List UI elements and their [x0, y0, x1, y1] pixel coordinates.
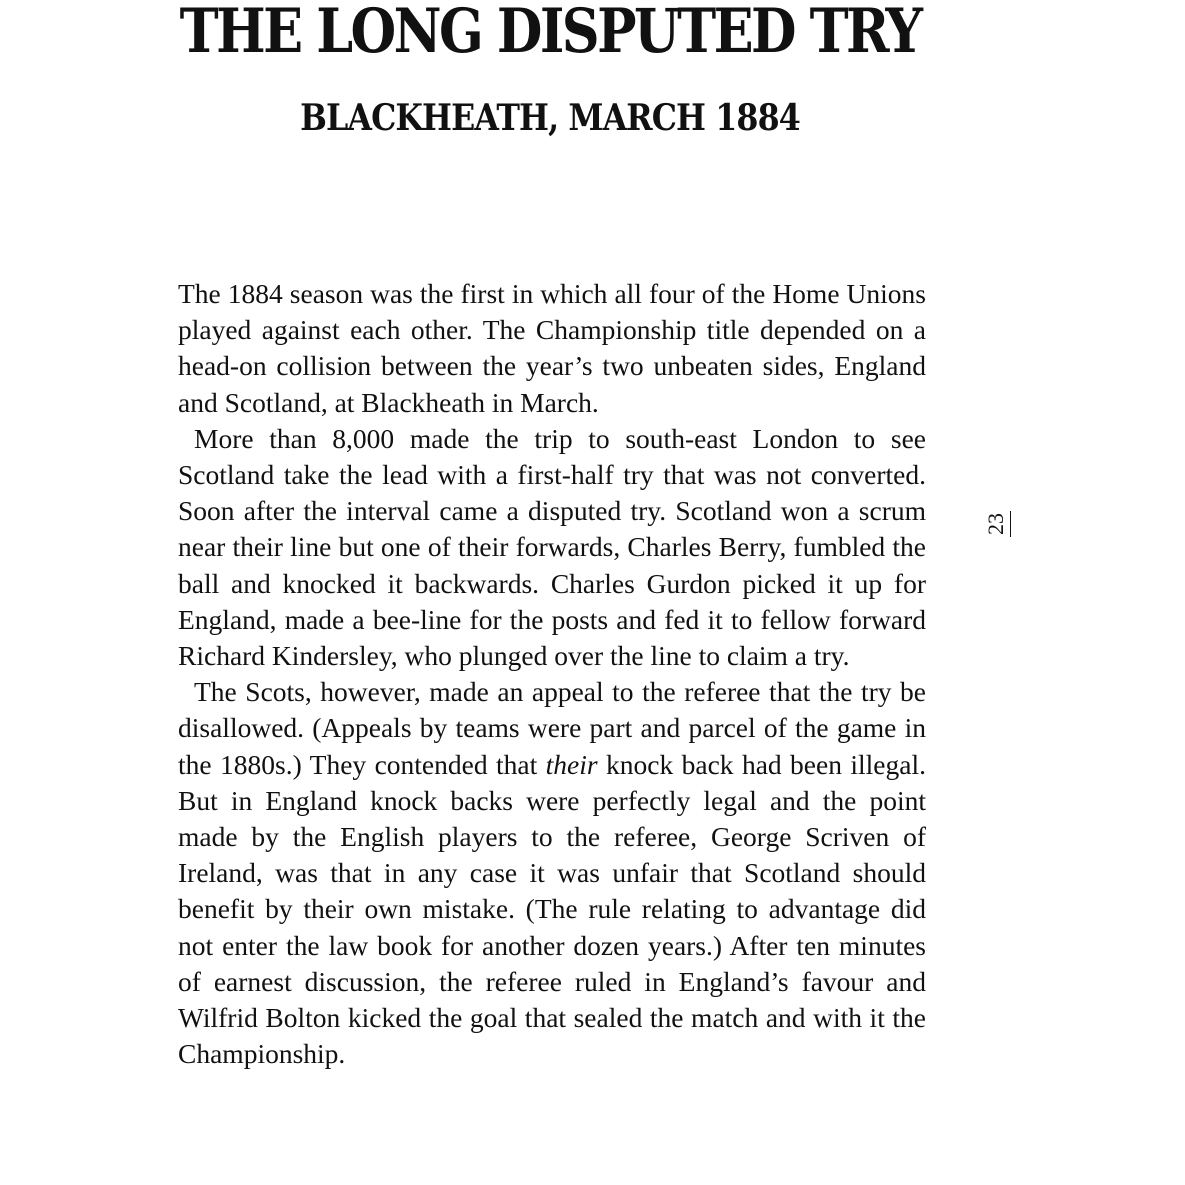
paragraph-3-text-start: The Scots, however, made an appeal to the referee that the try be disallowed. (Appeals by teams were part and parcel of the game in the 1880s.) They contended that: [178, 676, 926, 780]
page-number: 23: [982, 511, 1011, 537]
page-title: THE LONG DISPUTED TRY: [179, 0, 921, 67]
page-subtitle: BLACKHEATH, MARCH 1884: [300, 97, 800, 139]
paragraph-2: More than 8,000 made the trip to south-east London to see Scotland take the lead with a first-half try that was not converted. Soon after the interval came a disputed try. Scotland won a scrum near their line but one of their forwards, Charles Berry, fumbled the ball and knocked it backwards. Charles Gurdon picked it up for England, made a bee-line for the posts and fed it to fellow forward Richard Kindersley, who plunged over the line to claim a try.: [178, 422, 926, 672]
paragraph-3: [178, 674, 926, 1072]
paragraph-3-text-end: knock back had been illegal. But in England knock backs were perfectly legal and the point made by the English players to the referee, George Scriven of Ireland, was that in any case it was unfair that Scotland should benefit by their own mistake. (The rule relating to advantage did not enter the law book for another dozen years.) After ten minutes of earnest discussion, the referee ruled in England’s favour and Wilfrid Bolton kicked the goal that sealed the match and with it the Championship.: [178, 748, 926, 1070]
paragraph-3-emphasis: their: [545, 748, 598, 780]
body-text: [178, 276, 926, 1072]
paragraph-1: The 1884 season was the first in which all four of the Home Unions played against each other. The Championship title depended on a head-on collision between the year’s two unbeaten sides, England and Scotland, at Blackheath in March.: [178, 278, 926, 418]
